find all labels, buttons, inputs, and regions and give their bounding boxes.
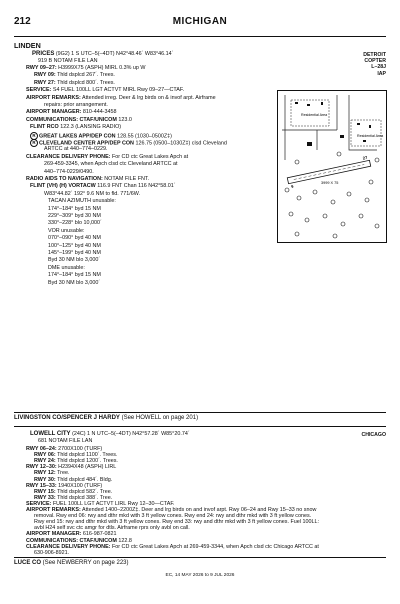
entry-label: FLINT RCO (30, 124, 59, 131)
entry-label: RWY 15: (34, 488, 56, 495)
entry-line (44, 102, 108, 108)
runway-dimension-label: 3999 X 75 (321, 181, 339, 185)
chart-id: L–28J (371, 64, 386, 71)
entry-text: 174°–184° byd 15 NM (48, 272, 101, 279)
entry-text: Byd 30 NM blo 3,000´ (48, 279, 101, 286)
entry-text: FUEL 100LL LGT ACTVT LIRL Rwy 12–30—CTAF. (51, 500, 175, 507)
entry-text: 123.0 (116, 116, 132, 123)
airport-line (32, 51, 173, 57)
lowell-airport-line (30, 431, 190, 437)
residential-label-west: Residential Area (301, 113, 328, 117)
heli-label: COPTER (364, 58, 386, 65)
entry-label: RWY 30: (34, 476, 56, 483)
entry-line (48, 228, 85, 234)
entry-text: Thld dsplcd 1200´. Trees. (55, 458, 118, 465)
entry-line (26, 87, 184, 93)
entry-text: For CD ctc Great Lakes Apch at (110, 153, 189, 160)
entry-text: 269-459-3345, when Apch clsd ctc Cleveland ARTCC at (44, 161, 178, 168)
entry-label: AIRPORT REMARKS: (26, 94, 81, 101)
effective-dates-footer: EC, 14 MAY 2026 to 9 JUL 2026 (165, 573, 235, 578)
entry-label: CLEARANCE DELIVERY PHONE: (26, 153, 111, 160)
entry-text: Byd 30 NM blo 3,000´ (48, 257, 101, 264)
entry-text: NOTAM FILE FNT. (102, 176, 150, 182)
entry-text: removal. Rwy end 06: rwy and dthr mkd with 3 ft yellow cones. Rwy end 24: rwy and dthr mkd with 3 ft yellow cones. (34, 513, 312, 520)
entry-text: 116.9 FNT Chan 116 N42°58.01´ (95, 183, 176, 190)
linden-chart-refs (363, 52, 386, 77)
entry-text: S4 FUEL 100LL LGT ACTVT MIRL Rwy 09–27—CTAF. (51, 87, 185, 94)
entry-line (26, 176, 149, 182)
entry-line (48, 198, 116, 204)
entry-line (34, 550, 69, 556)
entry-label: AIRPORT REMARKS: (26, 507, 81, 513)
entry-text: DME unusable: (48, 264, 85, 271)
entry-line (48, 250, 101, 256)
entry-text: Thld dsplcd 267´. Trees. (55, 72, 115, 79)
entry-text: avbl H24 self svc ctc amgr for dtls. Airframe rprs only avbl on call. (34, 525, 190, 532)
entry-line (48, 257, 100, 263)
entry-line (44, 191, 140, 197)
entry-text: 440–774-0229/0490. (44, 168, 94, 175)
entry-text: 122.8 (116, 537, 132, 544)
entry-label: RWY 27: (34, 79, 56, 86)
airport-diagram (277, 90, 387, 243)
entry-text: Attended irreg. Deer & lrg birds on & invof arpt. Airframe (80, 94, 216, 101)
entry-text: VOR unusable: (48, 227, 85, 234)
entry-text: Thld dsplcd 388´. Tree. (55, 494, 113, 501)
entry-text: Attended 1400–2200Z‡. Deer and lrg birds on and invof arpt. Rwy 06–24 and Rwy 15–33 no snow (80, 507, 317, 513)
entry-line (48, 243, 101, 249)
livingston-text: (See HOWELL on page 201) (121, 415, 199, 421)
entry-text: Rwy end 15: rwy and dthr mkd with 3 ft yellow cones. Rwy end 33: rwy and dthr mkd with 3 ft yellow cones. Fuel 100LL: (34, 519, 319, 526)
entry-line (26, 117, 132, 123)
entry-text: Tree. (55, 470, 70, 477)
entry-line (44, 169, 94, 175)
lowell-sectional: CHICAGO (361, 432, 386, 438)
luce-text: (See NEWBERRY on page 223) (42, 560, 129, 566)
entry-text: For CD ctc Great Lakes Apch at 269-459-3344, when Apch clsd ctc Chicago ARTCC at (110, 543, 319, 550)
entry-label: FLINT (VH) (H) VORTACW (30, 183, 96, 190)
entry-line (44, 161, 178, 167)
entry-label: AIRPORT MANAGER: (26, 531, 82, 538)
entry-line (48, 280, 100, 286)
luce-name: LUCE CO (14, 560, 41, 566)
entry-label: AIRPORT MANAGER: (26, 109, 82, 116)
entry-text: Thld dsplcd 582´. Tree. (55, 488, 113, 495)
entry-text: 630-906-8921. (34, 549, 70, 556)
entry-label: RWY 09–27: (26, 65, 57, 71)
entry-text: 070°–090° byd 40 NM (48, 235, 101, 242)
header-rule (14, 36, 386, 37)
entry-line (48, 235, 101, 241)
entry-line (34, 72, 115, 78)
city-linden: LINDEN (14, 41, 41, 50)
lowell-id-line: (24C) 1 N UTC–5(–4DT) N42°57.28´ W85°20.74´ (72, 431, 190, 437)
entry-line (26, 154, 188, 160)
entry-label: RWY 15–33: (26, 482, 57, 489)
entry-line (30, 183, 176, 189)
entry-text: Thld dsplcd 800´. Trees. (55, 79, 115, 86)
entry-line (48, 206, 101, 212)
circled-r-icon: R (30, 132, 38, 140)
entry-label: RWY 12: (34, 470, 56, 477)
entry-label: RWY 24: (34, 458, 56, 465)
elevation-line: 919 B NOTAM FILE LAN (38, 58, 98, 64)
entry-label: COMMUNICATIONS: CTAF/UNICOM (26, 116, 117, 123)
lowell-elevation: 681 NOTAM FILE LAN (38, 438, 93, 444)
livingston-reference (14, 415, 198, 421)
entry-label: SERVICE: (26, 500, 52, 507)
entry-label: RWY 06–24: (26, 446, 57, 452)
entry-line (26, 544, 319, 550)
entry-label: RWY 09: (34, 72, 56, 79)
entry-text: W83°44.82´ 192° 9.6 NM to fld. 771/6W. (44, 190, 141, 197)
entry-label: RWY 12–30: (26, 464, 57, 471)
entry-line (26, 95, 216, 101)
entry-text: 126.75 (0500–1030Z‡) clsd Cleveland (133, 140, 227, 147)
entry-text: H2394X48 (ASPH) LIRL (56, 464, 117, 471)
entry-line (34, 80, 115, 86)
page-header (14, 16, 386, 32)
entry-text: H3999X75 (ASPH) MIRL 0.3% up W (56, 65, 146, 71)
entry-text: ARTCC at 440–774–0229. (44, 146, 108, 153)
entry-line (44, 146, 107, 152)
entry-label: CLEARANCE DELIVERY PHONE: (26, 543, 111, 550)
entry-text: 128.55 (1030–0500Z‡) (115, 133, 172, 140)
entry-text: 174°–184° byd 15 NM (48, 205, 101, 212)
entry-line (26, 109, 116, 115)
entry-text: TACAN AZIMUTH unusable: (48, 198, 116, 205)
entry-text: 145°–199° byd 40 NM (48, 250, 101, 256)
entry-text: repairs: prior arrangement. (44, 102, 108, 108)
entry-label: RWY 33: (34, 494, 56, 501)
entry-text: 330°–228° blo 10,000´ (48, 220, 102, 227)
residential-label-east: Residential Area (357, 134, 384, 138)
entry-text: Thld dsplcd 1100´. Trees. (55, 452, 118, 459)
airport-id-line: (9G2) 1 S UTC–5(–4DT) N42°48.46´ W83°46.14´ (55, 51, 174, 57)
entry-label: GREAT LAKES APP/DEP CON (39, 133, 116, 140)
section-rule-2 (14, 426, 386, 427)
entry-text: 2700X100 (TURF) (56, 446, 103, 452)
entry-line (48, 272, 101, 278)
airport-name: PRICES (32, 51, 55, 57)
entry-label: SERVICE: (26, 87, 52, 94)
entry-label: COMMUNICATIONS: CTAF/UNICOM (26, 537, 117, 544)
luce-reference (14, 560, 129, 566)
section-rule-1 (14, 412, 386, 413)
entry-line (48, 220, 102, 226)
state-title: MICHIGAN (172, 16, 228, 27)
entry-line (48, 265, 85, 271)
entry-label: RADIO AIDS TO NAVIGATION: (26, 176, 103, 182)
rwy-end-9: 9 (290, 183, 294, 190)
sectional-label: DETROIT (363, 52, 386, 58)
entry-text: 229°–309° byd 30 NM (48, 213, 101, 219)
entry-text: 100°–125° byd 40 NM (48, 242, 101, 249)
entry-text: Thld dsplcd 484´. Bldg. (55, 476, 113, 483)
entry-text: 616-987-0821 (81, 531, 117, 538)
lowell-city: LOWELL CITY (30, 431, 71, 437)
livingston-name: LIVINGSTON CO/SPENCER J HARDY (14, 415, 120, 421)
entry-label: CLEVELAND CENTER APP/DEP CON (39, 140, 134, 147)
entry-text: 1940X100 (TURF) (56, 482, 103, 489)
iap-label: IAP (377, 70, 386, 77)
section-rule-3 (14, 557, 386, 558)
circled-r-icon: R (30, 139, 38, 147)
entry-line (26, 65, 145, 71)
entry-text: 810-444-3458 (81, 109, 117, 116)
entry-line (48, 213, 101, 219)
page-number: 212 (14, 16, 31, 27)
entry-label: RWY 06: (34, 452, 56, 459)
rwy-end-27: 27 (362, 154, 368, 161)
entry-line (30, 124, 121, 130)
entry-text: 122.3 (LANSING RADIO) (58, 124, 122, 131)
